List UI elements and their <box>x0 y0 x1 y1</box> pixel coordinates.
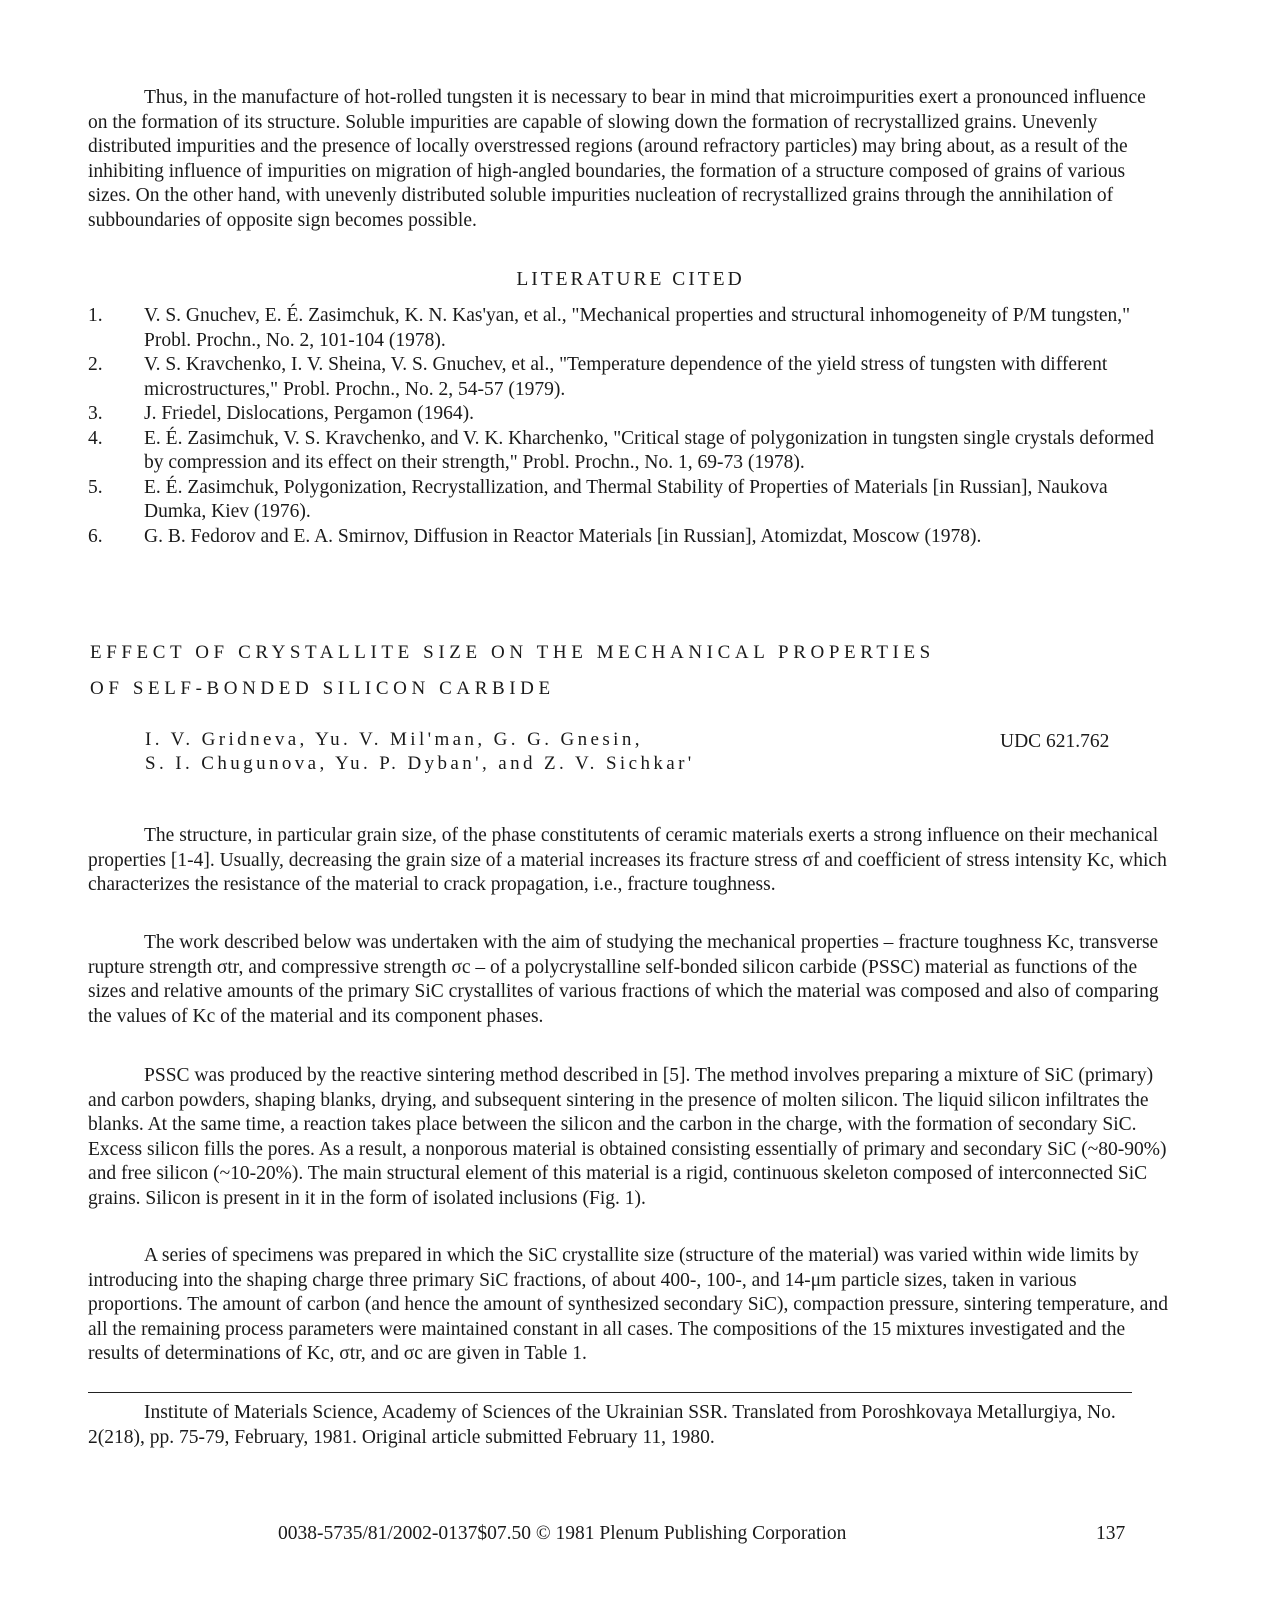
reference-text: J. Friedel, Dislocations, Pergamon (1964). <box>144 403 475 424</box>
reference-text: E. É. Zasimchuk, Polygonization, Recrystallization, and Thermal Stability of Properties of Materials [in Russian], Naukova Dumka, Kiev (1976). <box>144 476 1108 522</box>
udc-code: UDC 621.762 <box>1000 731 1110 752</box>
reference-item <box>88 353 1168 402</box>
reference-list <box>88 304 1168 549</box>
body-paragraph-3: PSSC was produced by the reactive sintering method described in [5]. The method involves preparing a mixture of SiC (primary) and carbon powders, shaping blanks, drying, and subsequent sintering in the presence of molten silicon. The liquid silicon infiltrates the blanks. At the same time, a reaction takes place between the silicon and the carbon in the charge, with the formation of secondary SiC. Excess silicon fills the pores. As a result, a nonporous material is obtained consisting essentially of primary and secondary SiC (~80-90%) and free silicon (~10-20%). The main structural element of this material is a rigid, continuous skeleton composed of interconnected SiC grains. Silicon is present in it in the form of isolated inclusions (Fig. 1). <box>88 1065 1167 1209</box>
reference-number: 6. <box>88 525 103 547</box>
article-title-line-1: EFFECT OF CRYSTALLITE SIZE ON THE MECHANICAL PROPERTIES <box>90 642 935 663</box>
literature-heading: LITERATURE CITED <box>516 269 745 290</box>
body-paragraph-4: A series of specimens was prepared in which the SiC crystallite size (structure of the material) was varied within wide limits by introducing into the shaping charge three primary SiC fractions, of about 400-, 100-, and 14-μm particle sizes, taken in various proportions. The amount of carbon (and hence the amount of synthesized secondary SiC), compaction pressure, sintering temperature, and all the remaining process parameters were maintained constant in all cases. The compositions of the 15 mixtures investigated and the results of determinations of Kc, σtr, and σc are given in Table 1. <box>88 1245 1168 1364</box>
reference-text: V. S. Kravchenko, I. V. Sheina, V. S. Gnuchev, et al., "Temperature dependence of the yield stress of tungsten with different microstructures," Probl. Prochn., No. 2, 54-57 (1979). <box>144 354 1108 400</box>
page-number: 137 <box>1096 1523 1126 1544</box>
reference-item <box>88 304 1168 353</box>
reference-number: 2. <box>88 354 103 375</box>
reference-number: 5. <box>88 476 103 498</box>
reference-text: V. S. Gnuchev, E. É. Zasimchuk, K. N. Kas'yan, et al., "Mechanical properties and structural inhomogeneity of P/M tungsten," Probl. Prochn., No. 2, 101-104 (1978). <box>144 305 1131 351</box>
reference-number: 4. <box>88 427 103 449</box>
article-title-line-2: OF SELF-BONDED SILICON CARBIDE <box>90 678 555 699</box>
footnote-text: Institute of Materials Science, Academy of Sciences of the Ukrainian SSR. Translated from Poroshkovaya Metallurgiya, No. 2(218), pp. 75-79, February, 1981. Original article submitted February 11, 1980. <box>88 1402 1116 1448</box>
body-paragraph-1: The structure, in particular grain size, of the phase constitutents of ceramic materials exerts a strong influence on their mechanical properties [1-4]. Usually, decreasing the grain size of a material increases its fracture stress σf and coefficient of stress intensity Kc, which characterizes the resistance of the material to crack propagation, i.e., fracture toughness. <box>88 825 1167 895</box>
reference-item <box>88 476 1168 525</box>
authors-line-1: I. V. Gridneva, Yu. V. Mil'man, G. G. Gnesin, <box>145 729 643 750</box>
reference-item <box>88 525 1168 550</box>
reference-number: 3. <box>88 403 103 424</box>
reference-item <box>88 402 1168 427</box>
reference-text: E. É. Zasimchuk, V. S. Kravchenko, and V. K. Kharchenko, "Critical stage of polygonization in tungsten single crystals deformed by compression and its effect on their strength," Probl. Prochn., No. 1, 69-73 (1978). <box>144 427 1155 473</box>
intro-paragraph: Thus, in the manufacture of hot-rolled tungsten it is necessary to bear in mind that microimpurities exert a pronounced influence on the formation of its structure. Soluble impurities are capable of slowing down the formation of recrystallized grains. Unevenly distributed impurities and the presence of locally overstressed regions (around refractory particles) may bring about, as a result of the inhibiting influence of impurities on migration of high-angled boundaries, the formation of a structure composed of grains of various sizes. On the other hand, with unevenly distributed soluble impurities nucleation of recrystallized grains through the annihilation of subboundaries of opposite sign becomes possible. <box>88 87 1146 231</box>
reference-number: 1. <box>88 305 103 326</box>
footnote-divider <box>88 1392 1132 1393</box>
reference-item <box>88 427 1168 476</box>
reference-text: G. B. Fedorov and E. A. Smirnov, Diffusion in Reactor Materials [in Russian], Atomizdat, Moscow (1978). <box>144 525 982 547</box>
authors-line-2: S. I. Chugunova, Yu. P. Dyban', and Z. V. Sichkar' <box>145 753 695 774</box>
body-paragraph-2: The work described below was undertaken with the aim of studying the mechanical properties – fracture toughness Kc, transverse rupture strength σtr, and compressive strength σc – of a polycrystalline self-bonded silicon carbide (PSSC) material as functions of the sizes and relative amounts of the primary SiC crystallites of various fractions of which the material was composed and also of comparing the values of Kc of the material and its component phases. <box>88 932 1159 1027</box>
publication-code: 0038-5735/81/2002-0137$07.50 © 1981 Plenum Publishing Corporation <box>278 1523 847 1544</box>
